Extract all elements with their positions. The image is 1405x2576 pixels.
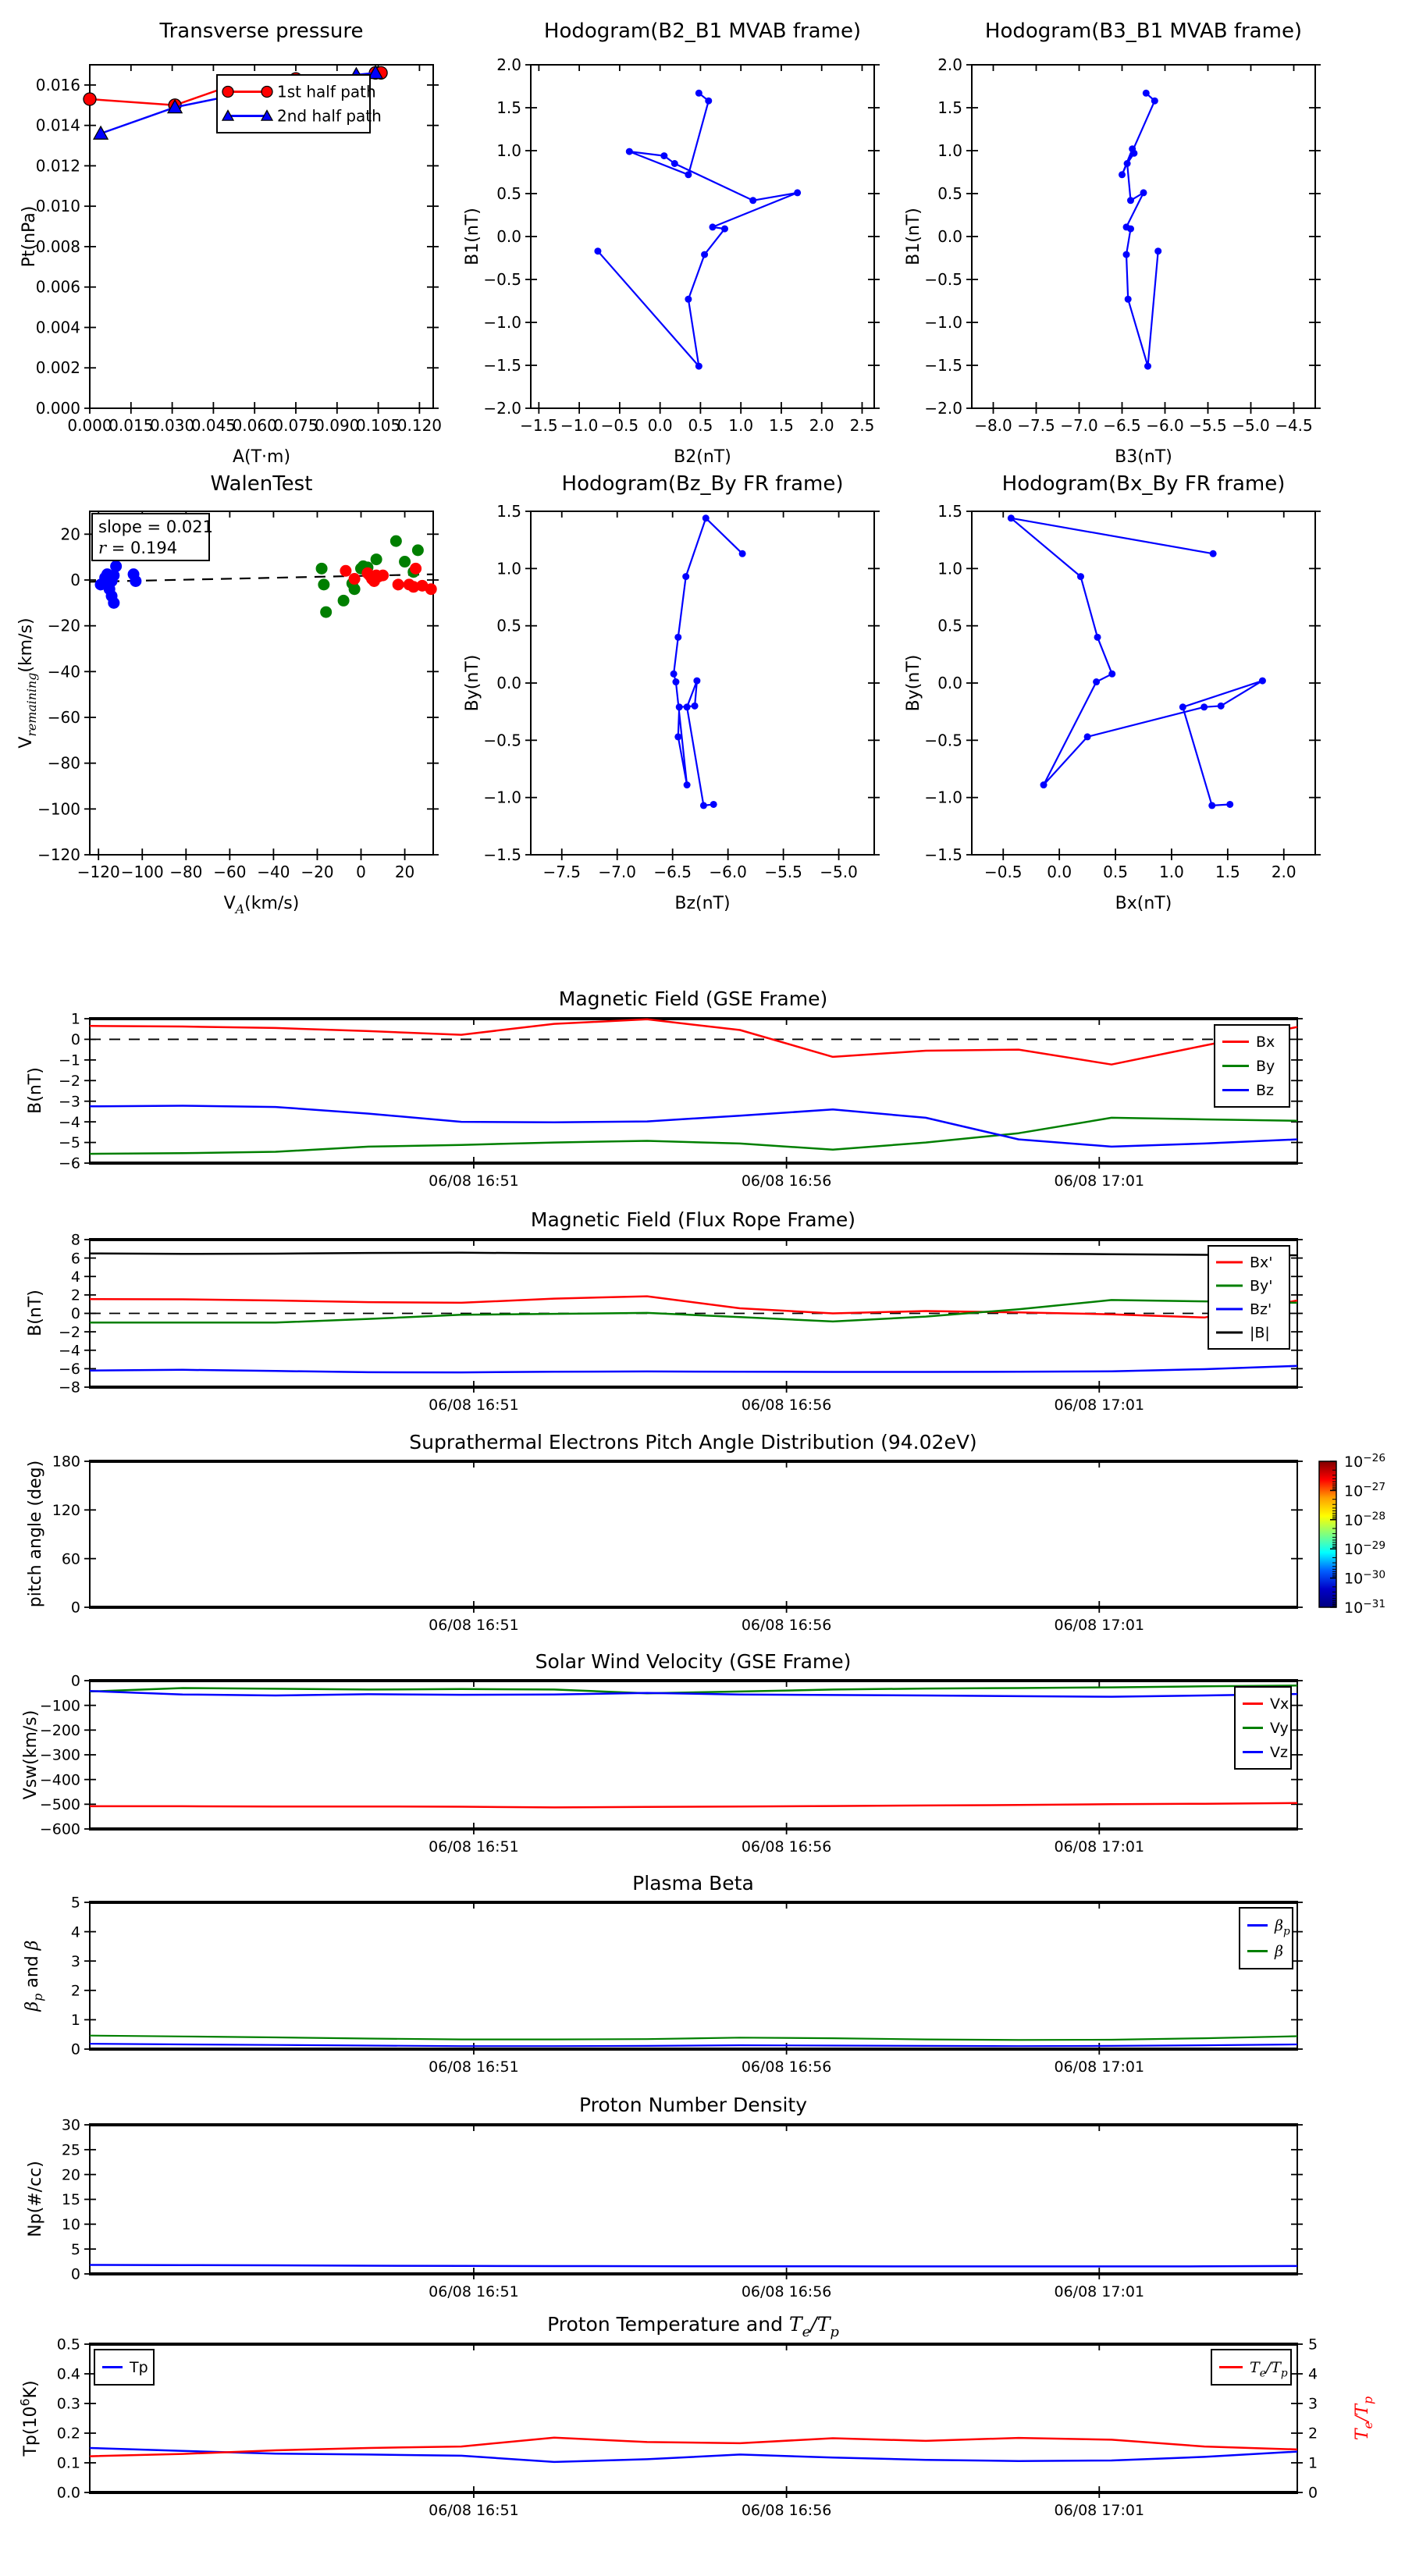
- panel-hod_bzby: [463, 472, 880, 913]
- x-tick-label: 0.075: [273, 416, 318, 435]
- y-axis-label: B(nT): [26, 1290, 45, 1336]
- legend-label: By: [1256, 1058, 1275, 1076]
- legend-label: Vx: [1270, 1695, 1289, 1713]
- y2-tick-label: 0: [1308, 2484, 1318, 2502]
- x-tick-label: 0.090: [315, 416, 360, 435]
- legend-label: Bz': [1250, 1300, 1272, 1318]
- series-By': [90, 1300, 1297, 1322]
- y-tick-label: −60: [47, 708, 80, 727]
- panel-title: Hodogram(Bx_By FR frame): [1001, 472, 1286, 496]
- y-tick-label: 0.008: [35, 237, 80, 256]
- colorbar-label: $10^{-26}$: [1344, 1451, 1386, 1471]
- y-tick-label: 0.002: [35, 358, 80, 378]
- x-tick-label: −7.5: [542, 863, 582, 881]
- panel-title: Suprathermal Electrons Pitch Angle Distribution (94.02eV): [409, 1431, 977, 1453]
- y-tick-label: 0.4: [56, 2365, 80, 2383]
- legend-label: $\beta_p$: [1275, 1917, 1290, 1938]
- x-tick-label: −20: [301, 863, 334, 881]
- panel-title: Plasma Beta: [632, 1872, 754, 1895]
- y-tick-label: 1: [70, 1010, 80, 1028]
- x-tick-label: 0.0: [1047, 863, 1072, 881]
- y2-tick-label: 2: [1308, 2425, 1318, 2443]
- y-tick-label: 0.0: [937, 674, 962, 692]
- series-beta_p: [90, 2044, 1297, 2046]
- y-tick-label: 0: [70, 1599, 80, 1617]
- y-tick-label: −1.5: [483, 356, 521, 375]
- x-tick-label: 06/08 16:51: [429, 2283, 519, 2300]
- y-tick-label: 1.0: [937, 559, 962, 578]
- y-tick-label: −300: [39, 1746, 80, 1764]
- y2-tick-label: 3: [1308, 2395, 1318, 2413]
- y-tick-label: 0.3: [56, 2395, 80, 2413]
- y-tick-label: 0: [70, 1305, 80, 1323]
- annotation-text: r = 0.194: [98, 539, 178, 557]
- series-|B|: [90, 1253, 1297, 1255]
- y-axis-label: Pt(nPa): [20, 205, 39, 268]
- x-tick-label: 1.5: [1215, 863, 1240, 881]
- series-Bz': [90, 1366, 1297, 1372]
- panel-title: Hodogram(B2_B1 MVAB frame): [543, 20, 862, 43]
- y-axis-label: $Tp(10^6K)$: [17, 2380, 41, 2457]
- y-tick-label: −0.5: [924, 270, 962, 289]
- y-tick-label: 0: [70, 571, 80, 589]
- y-tick-label: 0.0: [496, 674, 521, 692]
- x-tick-label: 06/08 16:51: [429, 1838, 519, 1856]
- panel-title: Hodogram(B3_B1 MVAB frame): [984, 20, 1303, 43]
- legend-label: |B|: [1250, 1324, 1270, 1342]
- x-tick-label: 0.045: [190, 416, 237, 435]
- legend-label: By': [1250, 1277, 1273, 1295]
- series-By: [90, 1118, 1297, 1154]
- y-tick-label: 180: [52, 1453, 80, 1471]
- x-tick-label: 06/08 16:51: [429, 1397, 519, 1414]
- y-tick-label: 3: [70, 1952, 80, 1970]
- y-tick-label: −0.5: [483, 731, 521, 750]
- y-tick-label: 0.5: [937, 616, 962, 635]
- panel-vsw: [21, 1650, 1303, 1856]
- y-tick-label: 1.5: [937, 98, 962, 117]
- panel-temp: [18, 2313, 1376, 2519]
- y-tick-label: 0.0: [56, 2484, 80, 2502]
- x-tick-label: −120: [76, 863, 120, 881]
- panel-title: WalenTest: [210, 472, 313, 496]
- y-tick-label: 10: [61, 2215, 80, 2233]
- y2-tick-label: 1: [1308, 2454, 1318, 2472]
- panel-tp: [20, 20, 442, 467]
- x-tick-label: 0.120: [397, 416, 443, 435]
- y-axis-label: By(nT): [904, 654, 923, 712]
- colorbar-label: $10^{-29}$: [1344, 1539, 1386, 1559]
- panel-mf_gse: [26, 987, 1303, 1190]
- y-tick-label: 20: [61, 2166, 80, 2184]
- x-tick-label: 06/08 16:56: [741, 2502, 832, 2519]
- x-tick-label: 06/08 17:01: [1054, 2502, 1145, 2519]
- x-tick-label: 06/08 16:56: [741, 2058, 832, 2076]
- x-tick-label: 0.5: [688, 416, 713, 435]
- x-tick-label: −0.5: [984, 863, 1023, 881]
- y-tick-label: −20: [47, 616, 80, 635]
- y-tick-label: 0.0: [496, 227, 521, 246]
- y-tick-label: −2: [58, 1072, 80, 1090]
- y-tick-label: 0.0: [937, 227, 962, 246]
- annotation-text: slope = 0.021: [98, 518, 213, 536]
- y-tick-label: 1.0: [496, 559, 521, 578]
- y-tick-label: −1.0: [924, 788, 962, 807]
- x-axis-label: A(T·m): [232, 447, 291, 467]
- x-tick-label: −4.5: [1275, 416, 1313, 435]
- legend-label: $T_e/T_p$: [1250, 2359, 1288, 2380]
- y-tick-label: −6: [58, 1361, 80, 1379]
- y-tick-label: 0: [70, 1031, 80, 1049]
- y-tick-label: 0.000: [35, 399, 80, 418]
- y-tick-label: 0.5: [496, 184, 521, 203]
- series-Vy: [90, 1685, 1297, 1693]
- y-tick-label: −1: [58, 1051, 80, 1069]
- panel-title: Magnetic Field (Flux Rope Frame): [530, 1208, 856, 1231]
- y-tick-label: 0.5: [56, 2336, 80, 2354]
- series-B2_B1: [598, 93, 798, 366]
- y-tick-label: −120: [37, 845, 80, 864]
- y-axis-label: pitch angle (deg): [26, 1460, 45, 1608]
- y-tick-label: −1.0: [924, 313, 962, 332]
- x-tick-label: 06/08 17:01: [1054, 2283, 1145, 2300]
- series-Vx: [90, 1803, 1297, 1808]
- panel-title: Transverse pressure: [159, 20, 364, 43]
- panel-beta: [23, 1872, 1303, 2076]
- panel-title: Proton Temperature and $T_e/T_p$: [547, 2313, 839, 2340]
- x-tick-label: 0.015: [108, 416, 154, 435]
- panel-hod_bxby: [904, 472, 1321, 913]
- x-tick-label: 0.030: [149, 416, 195, 435]
- y-tick-label: −5: [58, 1134, 80, 1152]
- x-tick-label: 0.000: [67, 416, 112, 435]
- x-tick-label: 06/08 16:56: [741, 1397, 832, 1414]
- colorbar-label: $10^{-27}$: [1344, 1481, 1386, 1500]
- y-tick-label: 0: [70, 2041, 80, 2058]
- series-Bz: [90, 1106, 1297, 1147]
- y-tick-label: 0.5: [496, 616, 521, 635]
- y-tick-label: 1.0: [937, 141, 962, 160]
- x-tick-label: 0.060: [232, 416, 277, 435]
- x-tick-label: −1.0: [560, 416, 599, 435]
- legend-label: Tp: [130, 2359, 148, 2377]
- x-tick-label: 0.0: [647, 416, 673, 435]
- x-tick-label: 20: [394, 863, 415, 881]
- y-tick-label: 0.5: [937, 184, 962, 203]
- x-tick-label: −8.0: [974, 416, 1012, 435]
- legend-label: 2nd half path: [277, 106, 382, 126]
- y-tick-label: −200: [39, 1721, 80, 1739]
- x-tick-label: 06/08 16:51: [429, 1617, 519, 1634]
- x-tick-label: 06/08 16:56: [741, 2283, 832, 2300]
- y-tick-label: 2.0: [937, 55, 962, 74]
- y-tick-label: −0.5: [483, 270, 521, 289]
- x-tick-label: −5.5: [764, 863, 802, 881]
- x-tick-label: 1.0: [728, 416, 754, 435]
- y-tick-label: 0: [70, 1672, 80, 1690]
- y-tick-label: 1.5: [496, 98, 521, 117]
- y-tick-label: 0.010: [35, 197, 80, 216]
- x-tick-label: 0.5: [1103, 863, 1128, 881]
- y-tick-label: −1.0: [483, 788, 521, 807]
- x-tick-label: 06/08 16:56: [741, 1838, 832, 1856]
- x-tick-label: 2.0: [1271, 863, 1297, 881]
- y-tick-label: −4: [58, 1342, 80, 1360]
- y-tick-label: 5: [70, 2240, 80, 2258]
- x-axis-label: $V_A(km/s)$: [223, 894, 300, 917]
- x-tick-label: 06/08 17:01: [1054, 1617, 1145, 1634]
- y-tick-label: −100: [37, 799, 80, 819]
- y-tick-label: 30: [61, 2116, 80, 2134]
- x-axis-label: Bx(nT): [1115, 894, 1172, 913]
- x-tick-label: 2.0: [809, 416, 834, 435]
- y-tick-label: −400: [39, 1771, 80, 1789]
- x-axis-label: Bz(nT): [674, 894, 731, 913]
- y-tick-label: −100: [39, 1697, 80, 1715]
- x-tick-label: −6.5: [653, 863, 692, 881]
- x-tick-label: −5.0: [820, 863, 858, 881]
- series-Np: [90, 2265, 1297, 2267]
- y-tick-label: 2.0: [496, 55, 521, 74]
- y-tick-label: 1: [70, 2012, 80, 2030]
- y-axis-label: Np(#/cc): [26, 2161, 45, 2237]
- x-tick-label: −5.5: [1189, 416, 1227, 435]
- x-tick-label: 06/08 17:01: [1054, 1838, 1145, 1856]
- y-tick-label: −6: [58, 1155, 80, 1172]
- y-tick-label: 5: [70, 1894, 80, 1912]
- y-tick-label: −600: [39, 1820, 80, 1838]
- y-tick-label: 20: [60, 525, 80, 544]
- y-tick-label: 1.0: [496, 141, 521, 160]
- x-tick-label: 2.5: [849, 416, 875, 435]
- x-tick-label: 1.0: [1159, 863, 1184, 881]
- y-axis-label: B1(nT): [904, 208, 923, 265]
- x-tick-label: 06/08 16:56: [741, 1617, 832, 1634]
- y2-tick-label: 4: [1308, 2365, 1318, 2383]
- x-tick-label: 06/08 17:01: [1054, 2058, 1145, 2076]
- panel-title: Solar Wind Velocity (GSE Frame): [535, 1650, 852, 1673]
- y-tick-label: 60: [61, 1550, 80, 1568]
- x-tick-label: −6.0: [709, 863, 747, 881]
- x-tick-label: −60: [213, 863, 247, 881]
- x-tick-label: −100: [120, 863, 164, 881]
- x-tick-label: −1.5: [520, 416, 558, 435]
- y-axis-label: $V_{remaining}(km/s)$: [16, 617, 40, 749]
- y-tick-label: 0.1: [56, 2454, 80, 2472]
- x-tick-label: 1.5: [769, 416, 794, 435]
- x-axis-label: B2(nT): [674, 447, 731, 467]
- x-tick-label: −7.0: [1060, 416, 1098, 435]
- y-tick-label: 2: [70, 1286, 80, 1304]
- panel-np: [26, 2094, 1303, 2300]
- y-tick-label: 0: [70, 2265, 80, 2283]
- series-Bz_By: [674, 518, 742, 806]
- y-tick-label: 8: [70, 1231, 80, 1249]
- y-tick-label: −0.5: [924, 731, 962, 750]
- x-tick-label: −7.0: [598, 863, 636, 881]
- y-tick-label: 120: [52, 1501, 80, 1519]
- y-tick-label: 0.012: [35, 156, 80, 176]
- legend-label: Vy: [1270, 1720, 1289, 1738]
- y-tick-label: 0.014: [35, 116, 80, 135]
- y-tick-label: 0.2: [56, 2425, 80, 2443]
- legend-label: Bz: [1256, 1082, 1275, 1100]
- x-tick-label: 06/08 17:01: [1054, 1172, 1145, 1190]
- x-tick-label: −40: [257, 863, 290, 881]
- y-tick-label: −500: [39, 1795, 80, 1813]
- x-tick-label: 06/08 16:56: [741, 1172, 832, 1190]
- panel-hod_b2b1: [463, 20, 880, 467]
- y-tick-label: 0.004: [35, 318, 80, 337]
- y-tick-label: −1.0: [483, 313, 521, 332]
- x-tick-label: −6.5: [1103, 416, 1141, 435]
- y2-tick-label: 5: [1308, 2336, 1318, 2354]
- x-tick-label: −5.0: [1232, 416, 1270, 435]
- y-axis-label: By(nT): [463, 654, 482, 712]
- y-tick-label: 15: [61, 2191, 80, 2209]
- colorbar-label: $10^{-31}$: [1344, 1597, 1386, 1617]
- y-tick-label: −2.0: [483, 399, 521, 418]
- x-tick-label: 0: [356, 863, 366, 881]
- x-tick-label: −0.5: [600, 416, 639, 435]
- y-tick-label: −2: [58, 1323, 80, 1341]
- panel-pad: [26, 1431, 1385, 1634]
- panel-title: Magnetic Field (GSE Frame): [558, 987, 828, 1010]
- legend-label: β: [1275, 1943, 1283, 1961]
- y-tick-label: −1.5: [483, 845, 521, 864]
- y-tick-label: −1.5: [924, 356, 962, 375]
- panel-title: Hodogram(Bz_By FR frame): [561, 472, 844, 496]
- y-axis-label: B(nT): [26, 1067, 45, 1114]
- x-tick-label: 0.105: [355, 416, 401, 435]
- x-tick-label: 06/08 16:51: [429, 1172, 519, 1190]
- x-tick-label: 06/08 16:51: [429, 2502, 519, 2519]
- panel-title: Proton Number Density: [579, 2094, 807, 2116]
- y-tick-label: −40: [47, 662, 80, 681]
- y-tick-label: 0.006: [35, 277, 80, 297]
- legend-label: Bx': [1250, 1254, 1273, 1272]
- x-tick-label: 06/08 16:51: [429, 2058, 519, 2076]
- y-tick-label: −1.5: [924, 845, 962, 864]
- series-beta: [90, 2036, 1297, 2041]
- y-tick-label: 1.5: [496, 502, 521, 521]
- series-Bx: [90, 1019, 1297, 1065]
- legend-label: 1st half path: [277, 82, 376, 101]
- colorbar-label: $10^{-30}$: [1344, 1568, 1386, 1588]
- y-axis-label: B1(nT): [463, 208, 482, 265]
- y-tick-label: 1.5: [937, 502, 962, 521]
- x-tick-label: −7.5: [1017, 416, 1055, 435]
- y-tick-label: −4: [58, 1113, 80, 1131]
- y2-axis-label: $T_e/T_p$: [1353, 2396, 1376, 2441]
- series-Bx_By: [1011, 518, 1262, 806]
- y-tick-label: 0.016: [35, 75, 80, 94]
- legend-label: Bx: [1256, 1034, 1275, 1051]
- x-axis-label: B3(nT): [1115, 447, 1172, 467]
- colorbar-label: $10^{-28}$: [1344, 1510, 1386, 1529]
- y-axis-label: Vsw(km/s): [21, 1710, 41, 1800]
- y-tick-label: 4: [70, 1923, 80, 1941]
- legend-box: [1240, 1908, 1293, 1969]
- y-tick-label: −3: [58, 1093, 80, 1111]
- y-tick-label: −2.0: [924, 399, 962, 418]
- x-tick-label: 06/08 17:01: [1054, 1397, 1145, 1414]
- y-axis-label: $\beta_p$ and β: [23, 1940, 46, 2012]
- y-tick-label: 4: [70, 1268, 80, 1286]
- colorbar: [1319, 1461, 1336, 1607]
- y-tick-label: −8: [58, 1379, 80, 1397]
- x-tick-label: −6.0: [1146, 416, 1184, 435]
- panel-mf_fr: [26, 1208, 1303, 1414]
- panel-walen: [16, 472, 439, 916]
- y-tick-label: 6: [70, 1250, 80, 1268]
- y-tick-label: −80: [47, 753, 80, 773]
- legend-label: Vz: [1270, 1744, 1288, 1762]
- y-tick-label: 2: [70, 1982, 80, 2000]
- panel-hod_b3b1: [904, 20, 1321, 467]
- x-tick-label: −80: [169, 863, 203, 881]
- y-tick-label: 25: [61, 2141, 80, 2159]
